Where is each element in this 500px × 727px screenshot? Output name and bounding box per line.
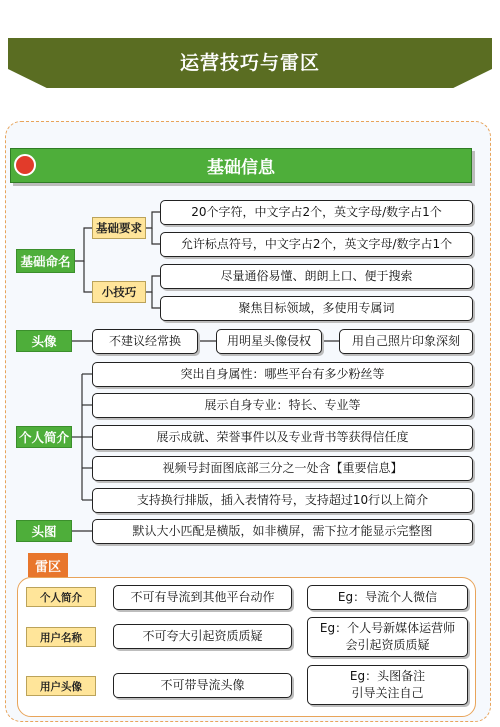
avatar-item: 用自己照片印象深刻 xyxy=(339,329,473,354)
header-image-item: 默认大小匹配是横版，如非横屏，需下拉才能显示完整图 xyxy=(92,519,473,544)
intro-item: 展示自身专业：特长、专业等 xyxy=(92,393,473,418)
basic-req-item: 允许标点符号，中文字占2个，英文字母/数字占1个 xyxy=(160,232,473,257)
danger-row-label: 个人简介 xyxy=(26,587,96,607)
danger-zone-title: 雷区 xyxy=(28,553,68,577)
danger-row-label: 用户头像 xyxy=(26,676,96,696)
avatar-item: 不建议经常换 xyxy=(92,329,198,354)
basic-req-label: 基础要求 xyxy=(92,217,146,239)
section-title: 基础信息 xyxy=(207,158,275,178)
basic-req-item: 20个字符，中文字占2个，英文字母/数字占1个 xyxy=(160,200,473,225)
danger-rule: 不可带导流头像 xyxy=(113,673,292,698)
tips-item: 聚焦目标领域，多使用专属词 xyxy=(160,296,473,321)
intro-item: 视频号封面图底部三分之一处含【重要信息】 xyxy=(92,456,473,481)
danger-rule: 不可有导流到其他平台动作 xyxy=(113,585,292,610)
avatar-label: 头像 xyxy=(16,330,72,352)
danger-rule: 不可夸大引起资质质疑 xyxy=(113,624,292,649)
naming-label: 基础命名 xyxy=(16,249,75,273)
avatar-item: 用明星头像侵权 xyxy=(216,329,322,354)
danger-example: Eg：头图备注 引导关注自己 xyxy=(307,665,468,705)
danger-example: Eg：导流个人微信 xyxy=(307,585,468,610)
danger-example: Eg：个人号新媒体运营师 会引起资质质疑 xyxy=(307,617,468,657)
page-title: 运营技巧与雷区 xyxy=(179,51,320,74)
header-image-label: 头图 xyxy=(16,520,72,542)
tips-item: 尽量通俗易懂、朗朗上口、便于搜索 xyxy=(160,264,473,289)
tips-label: 小技巧 xyxy=(92,281,146,303)
danger-row-label: 用户名称 xyxy=(26,627,96,647)
intro-item: 展示成就、荣誉事件以及专业背书等获得信任度 xyxy=(92,425,473,450)
intro-item: 支持换行排版，插入表情符号，支持超过10行以上简介 xyxy=(92,488,473,513)
intro-label: 个人简介 xyxy=(16,426,72,448)
intro-item: 突出自身属性：哪些平台有多少粉丝等 xyxy=(92,362,473,387)
